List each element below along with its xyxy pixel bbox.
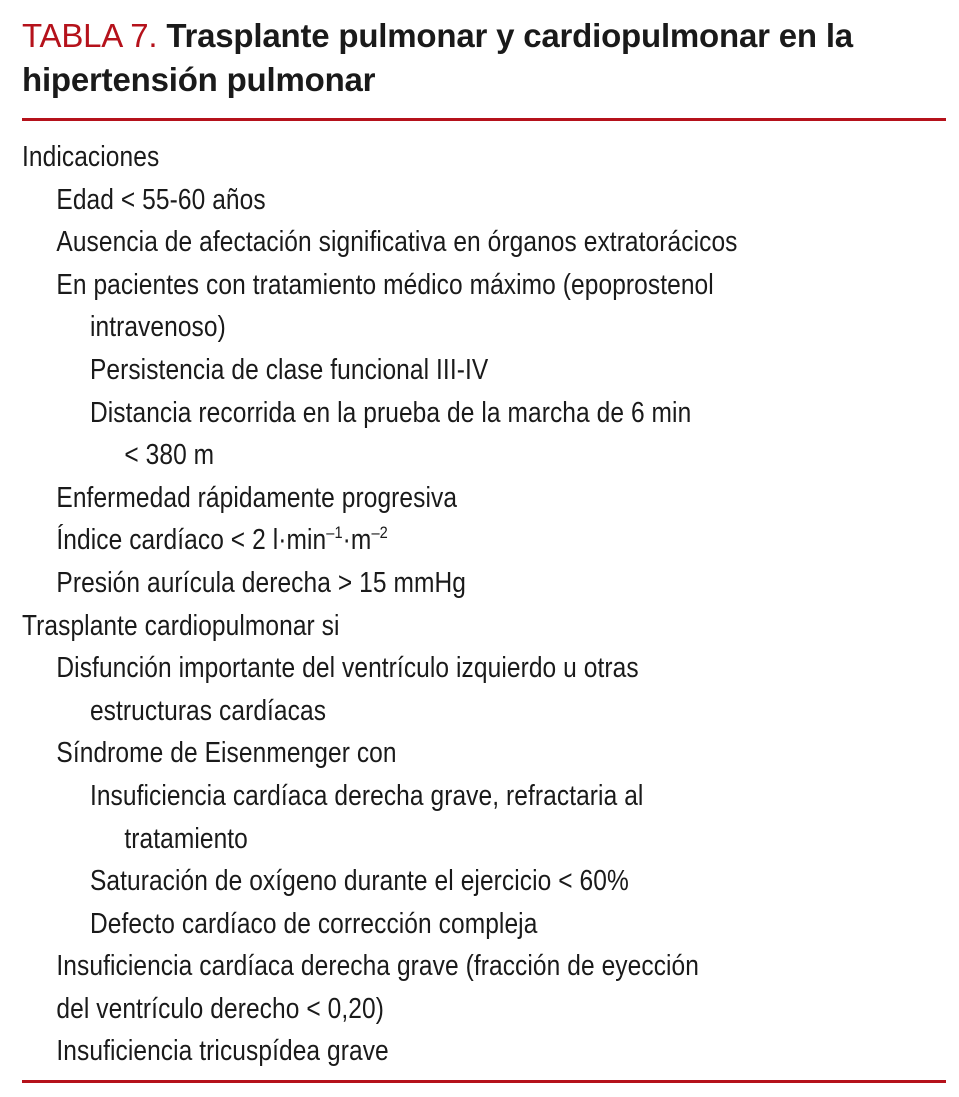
list-item — [22, 179, 817, 222]
list-item — [22, 860, 817, 903]
table-title — [22, 14, 942, 102]
list-item — [22, 988, 817, 1031]
line-text: Disfunción importante del ventrículo izquierdo u otras — [56, 652, 639, 685]
list-item — [22, 519, 817, 562]
line-text: Enfermedad rápidamente progresiva — [56, 481, 458, 514]
list-item — [22, 775, 817, 818]
bottom-divider — [22, 1080, 946, 1083]
list-item — [22, 562, 817, 605]
list-item — [22, 1030, 817, 1073]
list-item — [22, 903, 817, 946]
line-text: Edad < 55-60 años — [56, 183, 266, 216]
line-text: Insuficiencia cardíaca derecha grave (fracción de eyección — [56, 950, 699, 983]
line-text: Distancia recorrida en la prueba de la marcha de 6 min — [89, 396, 692, 429]
line-text: Ausencia de afectación significativa en órganos extratorácicos — [56, 226, 738, 259]
table-number-label: TABLA 7. — [22, 17, 158, 54]
list-item — [22, 221, 817, 264]
list-item — [22, 690, 817, 733]
line-text: Insuficiencia tricuspídea grave — [56, 1035, 389, 1068]
superscript-exponent: –2 — [371, 523, 388, 543]
line-text: Indicaciones — [22, 141, 160, 173]
line-text: Índice cardíaco < 2 l·min — [56, 524, 327, 557]
line-text: Defecto cardíaco de corrección compleja — [89, 907, 538, 940]
line-text-continued: ·m — [342, 524, 372, 557]
list-item — [22, 349, 817, 392]
list-item — [22, 434, 817, 477]
list-item — [22, 264, 817, 307]
table-heading: Trasplante pulmonar y cardiopulmonar en la hipertensión pulmonar — [22, 17, 853, 98]
line-text: Presión aurícula derecha > 15 mmHg — [56, 566, 467, 599]
table-body — [22, 136, 946, 1073]
line-text: Síndrome de Eisenmenger con — [56, 737, 397, 770]
list-item — [22, 732, 817, 775]
line-text: En pacientes con tratamiento médico máximo (epoprostenol — [56, 268, 714, 301]
line-text: del ventrículo derecho < 0,20) — [56, 992, 384, 1025]
line-text: intravenoso) — [89, 311, 226, 344]
list-item — [22, 477, 817, 520]
list-item — [22, 945, 817, 988]
line-text: estructuras cardíacas — [89, 694, 327, 727]
superscript-exponent: –1 — [326, 523, 343, 543]
list-item — [22, 647, 817, 690]
line-text: Trasplante cardiopulmonar si — [22, 609, 340, 642]
line-text: Saturación de oxígeno durante el ejercicio < 60% — [89, 865, 629, 898]
list-item — [22, 392, 817, 435]
line-text: tratamiento — [124, 822, 248, 855]
section-heading — [22, 605, 817, 648]
top-divider — [22, 118, 946, 121]
list-item — [22, 818, 817, 861]
section-heading — [22, 136, 817, 179]
list-item — [22, 306, 817, 349]
line-text: Persistencia de clase funcional III-IV — [89, 353, 489, 386]
line-text: < 380 m — [124, 439, 215, 472]
line-text: Insuficiencia cardíaca derecha grave, refractaria al — [89, 779, 644, 812]
